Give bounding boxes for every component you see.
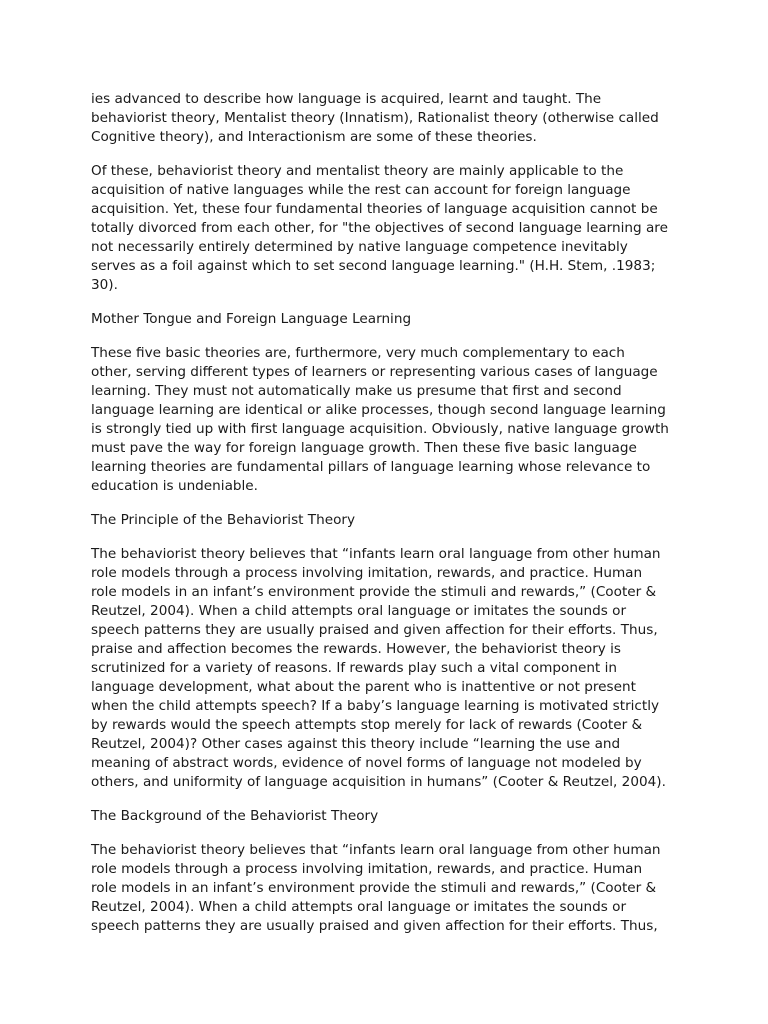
paragraph-behaviorist-principle — [91, 545, 689, 792]
text-line: not necessarily entirely determined by native language competence inevitably — [91, 239, 628, 255]
text-line: Reutzel, 2004)? Other cases against this theory include “learning the use and — [91, 736, 621, 752]
section-heading-mother-tongue — [91, 310, 689, 329]
document-page — [91, 90, 689, 951]
text-line: ies advanced to describe how language is acquired, learnt and taught. The — [91, 91, 602, 107]
text-line: education is undeniable. — [91, 478, 258, 494]
text-line: Cognitive theory), and Interactionism are some of these theories. — [91, 129, 537, 145]
text-line: The behaviorist theory believes that “infants learn oral language from other human — [91, 842, 661, 858]
paragraph-complementary-theories — [91, 344, 689, 496]
text-line: must pave the way for foreign language growth. Then these five basic language — [91, 440, 637, 456]
heading-text: The Background of the Behaviorist Theory — [91, 808, 379, 824]
text-line: learning. They must not automatically make us presume that first and second — [91, 383, 622, 399]
text-line: acquisition of native languages while the rest can account for foreign language — [91, 182, 631, 198]
heading-text: The Principle of the Behaviorist Theory — [91, 512, 356, 528]
text-line: These five basic theories are, furthermore, very much complementary to each — [91, 345, 625, 361]
text-line: others, and uniformity of language acquisition in humans” (Cooter & Reutzel, 2004). — [91, 774, 666, 790]
text-line: is strongly tied up with first language acquisition. Obviously, native language growth — [91, 421, 669, 437]
text-line: serves as a foil against which to set second language learning." (H.H. Stem, .1983; — [91, 258, 656, 274]
text-line: The behaviorist theory believes that “infants learn oral language from other human — [91, 546, 661, 562]
section-heading-background — [91, 807, 689, 826]
text-line: other, serving different types of learners or representing various cases of language — [91, 364, 658, 380]
text-line: behaviorist theory, Mentalist theory (Innatism), Rationalist theory (otherwise called — [91, 110, 659, 126]
text-line: role models in an infant’s environment provide the stimuli and rewards,” (Cooter & — [91, 584, 657, 600]
text-line: praise and affection becomes the rewards. However, the behaviorist theory is — [91, 641, 622, 657]
text-line: scrutinized for a variety of reasons. If rewards play such a vital component in — [91, 660, 617, 676]
text-line: role models through a process involving imitation, rewards, and practice. Human — [91, 861, 643, 877]
text-line: 30). — [91, 277, 118, 293]
text-line: learning theories are fundamental pillars of language learning whose relevance to — [91, 459, 651, 475]
text-line: by rewards would the speech attempts stop merely for lack of rewards (Cooter & — [91, 717, 643, 733]
text-line: role models in an infant’s environment provide the stimuli and rewards,” (Cooter & — [91, 880, 657, 896]
text-line: Of these, behaviorist theory and mentalist theory are mainly applicable to the — [91, 163, 624, 179]
text-line: when the child attempts speech? If a baby’s language learning is motivated strictly — [91, 698, 660, 714]
text-line: language learning are identical or alike processes, though second language learning — [91, 402, 666, 418]
text-line: acquisition. Yet, these four fundamental theories of language acquisition cannot be — [91, 201, 658, 217]
text-line: totally divorced from each other, for "the objectives of second language learning are — [91, 220, 668, 236]
text-line: Reutzel, 2004). When a child attempts oral language or imitates the sounds or — [91, 603, 627, 619]
section-heading-principle — [91, 511, 689, 530]
text-line: meaning of abstract words, evidence of novel forms of language not modeled by — [91, 755, 642, 771]
heading-text: Mother Tongue and Foreign Language Learning — [91, 311, 412, 327]
paragraph-behaviorist-mentalist — [91, 162, 689, 295]
text-line: speech patterns they are usually praised and given affection for their efforts. Thus, — [91, 918, 658, 934]
paragraph-theories-intro — [91, 90, 689, 147]
text-line: language development, what about the parent who is inattentive or not present — [91, 679, 636, 695]
text-line: Reutzel, 2004). When a child attempts oral language or imitates the sounds or — [91, 899, 627, 915]
text-line: role models through a process involving imitation, rewards, and practice. Human — [91, 565, 643, 581]
text-line: speech patterns they are usually praised and given affection for their efforts. Thus, — [91, 622, 658, 638]
paragraph-behaviorist-background — [91, 841, 689, 936]
